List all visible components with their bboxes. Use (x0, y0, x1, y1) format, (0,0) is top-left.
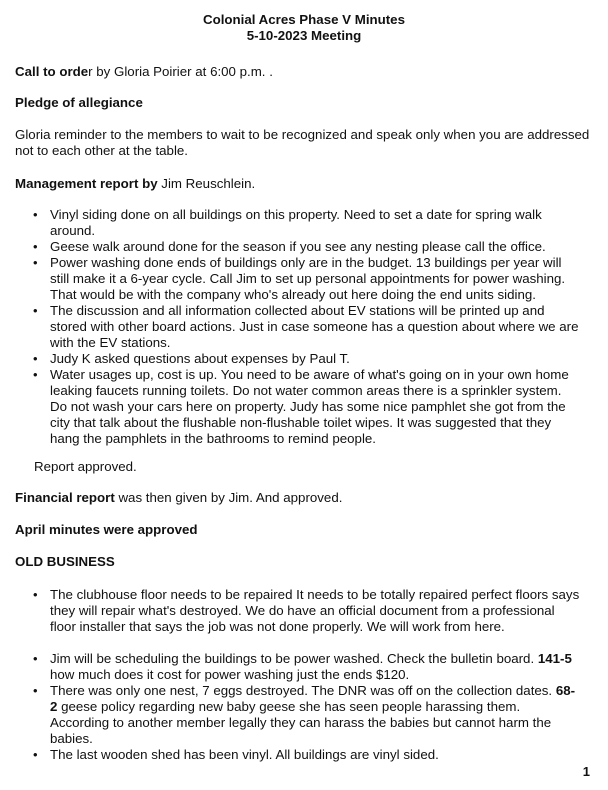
report-approved: Report approved. (34, 459, 137, 474)
item-code: 141-5 (537, 651, 572, 666)
management-report (15, 176, 595, 192)
item-text: There was only one nest, 7 eggs destroyed. The DNR was off on the collection dates. (50, 683, 553, 698)
pledge-heading: Pledge of allegiance (15, 95, 143, 110)
list-item: • Water usages up, cost is up. You need to be aware of what's going on in your own home leaking faucets running toilets. Do not water common areas there is a sprinkler system. Do not wash your cars here on property. Judy has some nice pamphlet she got from the city that talk about the flushable non-flushable toilet wipes. It was suggested that they hang the pamphlets in the bathrooms to remind people. (0, 367, 580, 447)
list-item (0, 651, 580, 683)
list-item (0, 683, 580, 747)
call-to-order (15, 64, 595, 80)
reminder-paragraph: Gloria reminder to the members to wait to be recognized and speak only when you are addressed not to each other at the table. (15, 127, 590, 158)
financial-text: was then given by Jim. And approved. (114, 490, 343, 505)
page-number: 1 (582, 764, 590, 779)
financial-label: Financial report (15, 490, 115, 505)
management-text: Jim Reuschlein. (157, 176, 256, 191)
call-to-order-text: r by Gloria Poirier at 6:00 p.m. . (88, 64, 273, 79)
meeting-date: 5-10-2023 Meeting (246, 28, 362, 43)
old-business-list (0, 587, 608, 763)
list-item: • Power washing done ends of buildings only are in the budget. 13 buildings per year will still make it a 6-year cycle. Call Jim to set up personal appointments for power washing. That would be with the company who's already out here doing the end units siding. (0, 255, 580, 303)
financial-report (15, 490, 595, 506)
list-item: • Judy K asked questions about expenses by Paul T. (0, 351, 580, 367)
call-to-order-label: Call to orde (15, 64, 89, 79)
item-code: 68-2 (50, 683, 576, 714)
list-item: • The clubhouse floor needs to be repaired It needs to be totally repaired perfect floors says they will repair what's destroyed. We do have an official document from a professional floor installer that says the job was not done properly. We will work from here. (0, 587, 580, 651)
old-business-heading: OLD BUSINESS (15, 554, 115, 569)
list-item: • Geese walk around done for the season if you see any nesting please call the office. (0, 239, 580, 255)
list-item: • The last wooden shed has been vinyl. All buildings are vinyl sided. (0, 747, 580, 763)
list-item: • Vinyl siding done on all buildings on this property. Need to set a date for spring walk around. (0, 207, 580, 239)
management-list (0, 207, 608, 447)
april-minutes: April minutes were approved (15, 522, 198, 537)
item-text: geese policy regarding new baby geese she has seen people harassing them. According to another member legally they can harass the babies but cannot harm the babies. (50, 699, 552, 746)
item-text: Jim will be scheduling the buildings to be power washed. Check the bulletin board. (50, 651, 535, 666)
document-title: Colonial Acres Phase V Minutes (203, 12, 405, 27)
item-text: how much does it cost for power washing just the ends $120. (50, 667, 410, 682)
list-item: • The discussion and all information collected about EV stations will be printed up and stored with other board actions. Just in case someone has a question about where we are with the EV stations. (0, 303, 580, 351)
management-label: Management report by (15, 176, 158, 191)
